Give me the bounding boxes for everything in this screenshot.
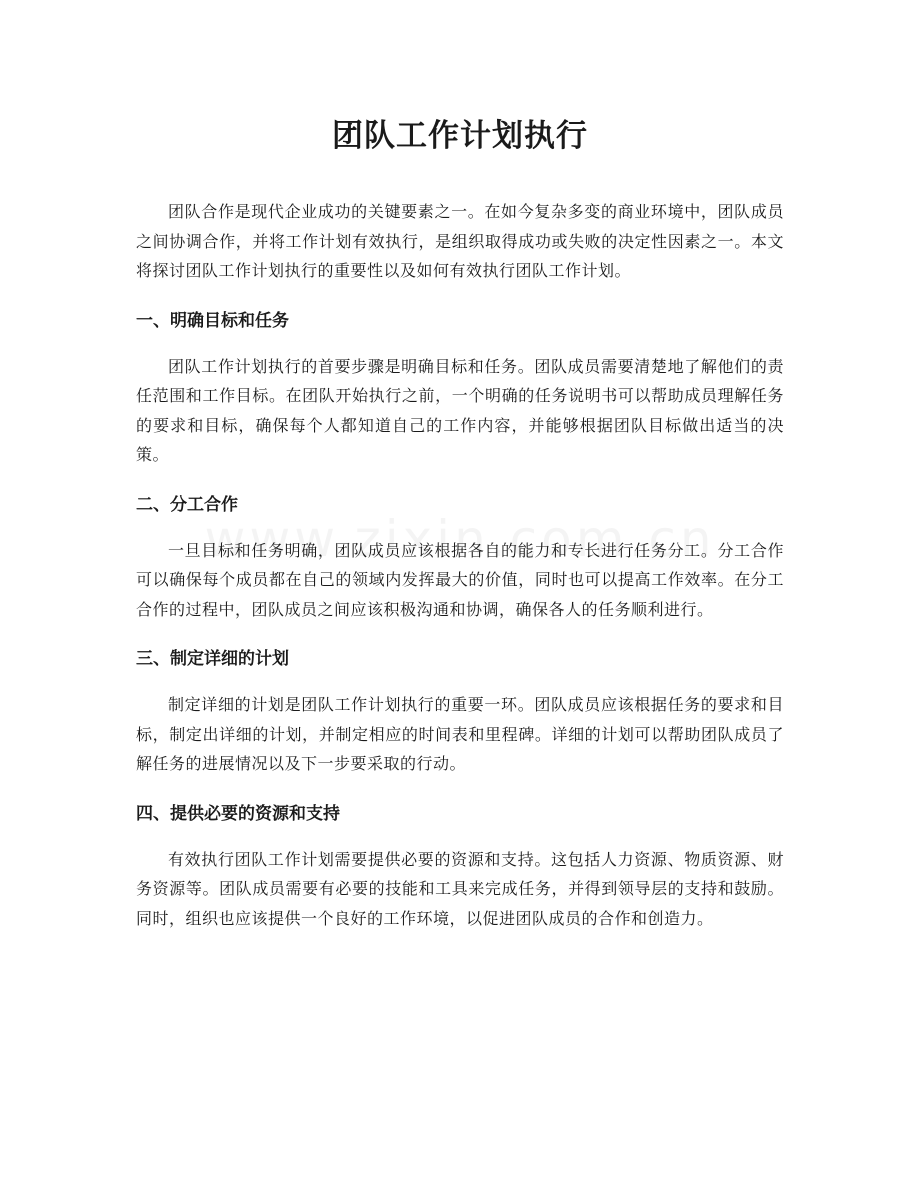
section-4-heading: 四、提供必要的资源和支持 xyxy=(136,803,340,824)
intro-paragraph: 团队合作是现代企业成功的关键要素之一。在如今复杂多变的商业环境中，团队成员之间协调合作，并将工作计划有效执行，是组织取得成功或失败的决定性因素之一。本文将探讨团队工作计划执行的重要性以及如何有效执行团队工作计划。 xyxy=(136,202,784,280)
document-title: 团队工作计划执行 xyxy=(332,118,588,154)
section-3-heading: 三、制定详细的计划 xyxy=(136,649,289,669)
section-2-heading: 二、分工合作 xyxy=(136,494,238,515)
section-1-body: 团队工作计划执行的首要步骤是明确目标和任务。团队成员需要清楚地了解他们的责任范围和工作目标。在团队开始执行之前，一个明确的任务说明书可以帮助成员理解任务的要求和目标，确保每个人都知道自己的工作内容，并能够根据团队目标做出适当的决策。 xyxy=(136,356,784,464)
section-3-body: 制定详细的计划是团队工作计划执行的重要一环。团队成员应该根据任务的要求和目标，制定出详细的计划，并制定相应的时间表和里程碑。详细的计划可以帮助团队成员了解任务的进展情况以及下一步要采取的行动。 xyxy=(136,695,784,773)
section-4-body: 有效执行团队工作计划需要提供必要的资源和支持。这包括人力资源、物质资源、财务资源等。团队成员需要有必要的技能和工具来完成任务，并得到领导层的支持和鼓励。同时，组织也应该提供一个良好的工作环境，以促进团队成员的合作和创造力。 xyxy=(136,849,784,928)
section-1-heading: 一、明确目标和任务 xyxy=(136,310,289,331)
section-2-body: 一旦目标和任务明确，团队成员应该根据各自的能力和专长进行任务分工。分工合作可以确保每个成员都在自己的领域内发挥最大的价值，同时也可以提高工作效率。在分工合作的过程中，团队成员之间应该积极沟通和协调，确保各人的任务顺利进行。 xyxy=(136,540,784,619)
